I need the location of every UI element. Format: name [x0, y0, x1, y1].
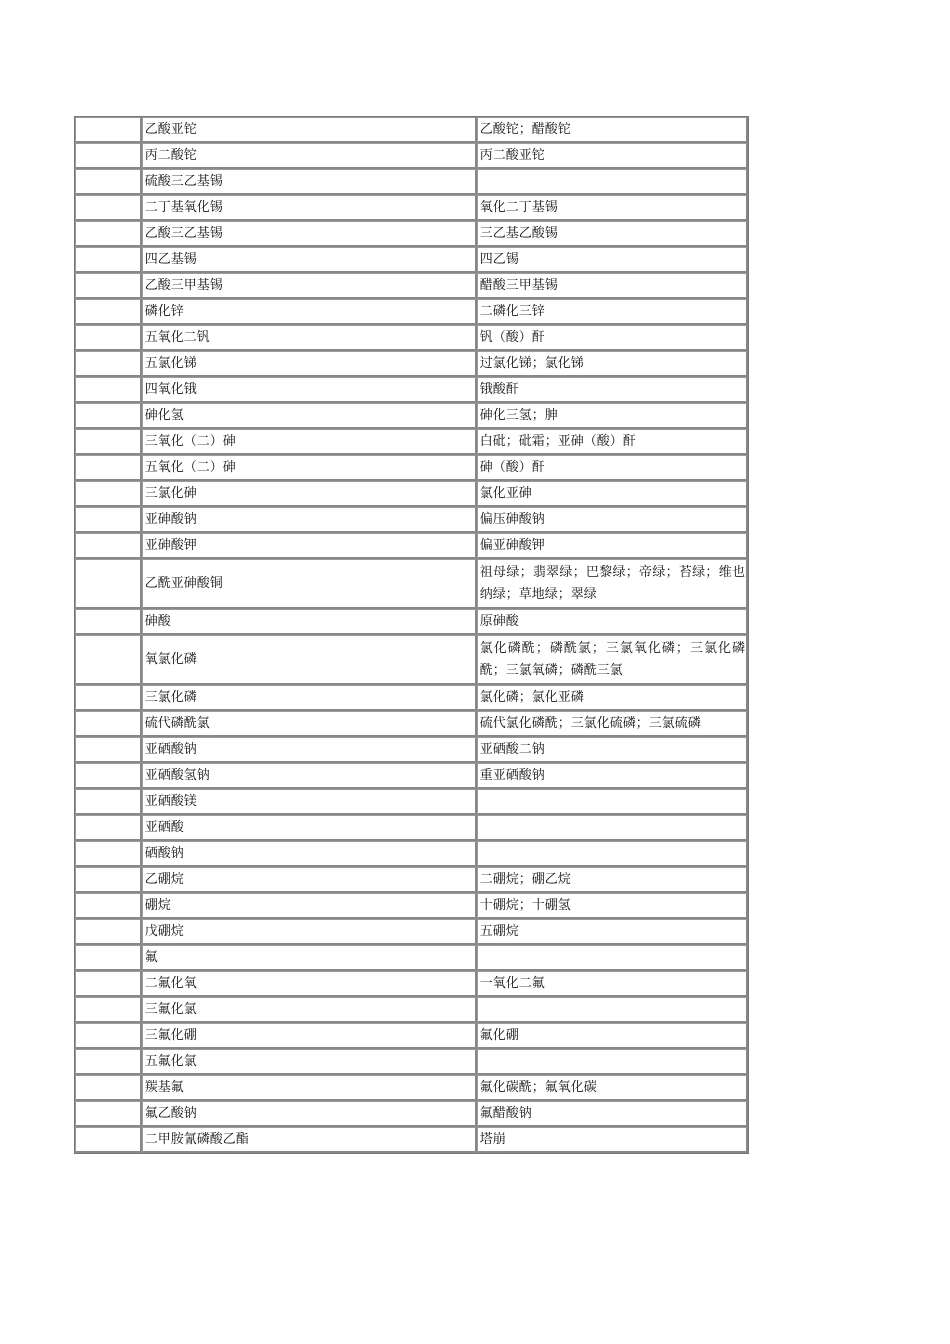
index-cell — [75, 1101, 142, 1127]
index-cell — [75, 507, 142, 533]
chemical-name-cell: 戊硼烷 — [142, 919, 477, 945]
table-row — [75, 221, 748, 247]
table-row — [75, 117, 748, 143]
chemical-name-cell: 亚砷酸钠 — [142, 507, 477, 533]
index-cell — [75, 841, 142, 867]
index-cell — [75, 195, 142, 221]
alias-cell: 亚硒酸二钠 — [477, 737, 748, 763]
alias-cell: 过氯化锑；氯化锑 — [477, 351, 748, 377]
alias-cell: 砷化三氢；胂 — [477, 403, 748, 429]
index-cell — [75, 403, 142, 429]
chemical-name-cell: 二丁基氧化锡 — [142, 195, 477, 221]
table-row — [75, 325, 748, 351]
table-row — [75, 377, 748, 403]
alias-cell — [477, 789, 748, 815]
index-cell — [75, 247, 142, 273]
table-row — [75, 737, 748, 763]
table-row — [75, 635, 748, 685]
table-row — [75, 455, 748, 481]
index-cell — [75, 867, 142, 893]
index-cell — [75, 221, 142, 247]
index-cell — [75, 1127, 142, 1153]
chemical-name-cell: 丙二酸铊 — [142, 143, 477, 169]
chemical-name-cell: 三氧化（二）砷 — [142, 429, 477, 455]
chemical-name-cell: 羰基氟 — [142, 1075, 477, 1101]
alias-cell: 偏亚砷酸钾 — [477, 533, 748, 559]
alias-cell: 氯化亚砷 — [477, 481, 748, 507]
table-row — [75, 971, 748, 997]
alias-cell: 乙酸铊；醋酸铊 — [477, 117, 748, 143]
alias-cell: 重亚硒酸钠 — [477, 763, 748, 789]
alias-cell: 氯化磷酰；磷酰氯；三氯氧化磷；三氯化磷酰；三氯氧磷；磷酰三氯 — [477, 635, 748, 685]
chemical-name-cell: 二甲胺氰磷酸乙酯 — [142, 1127, 477, 1153]
index-cell — [75, 971, 142, 997]
chemical-name-cell: 砷化氢 — [142, 403, 477, 429]
alias-cell: 砷（酸）酐 — [477, 455, 748, 481]
index-cell — [75, 377, 142, 403]
index-cell — [75, 945, 142, 971]
index-cell — [75, 351, 142, 377]
chemical-name-cell: 五氯化锑 — [142, 351, 477, 377]
chemical-name-cell: 硫酸三乙基锡 — [142, 169, 477, 195]
alias-cell — [477, 815, 748, 841]
chemical-name-cell: 亚砷酸钾 — [142, 533, 477, 559]
alias-cell: 十硼烷；十硼氢 — [477, 893, 748, 919]
alias-cell — [477, 997, 748, 1023]
index-cell — [75, 789, 142, 815]
table-row — [75, 507, 748, 533]
alias-cell: 氧化二丁基锡 — [477, 195, 748, 221]
table-row — [75, 893, 748, 919]
index-cell — [75, 737, 142, 763]
chemical-name-cell: 五氧化（二）砷 — [142, 455, 477, 481]
alias-cell: 三乙基乙酸锡 — [477, 221, 748, 247]
chemical-name-cell: 乙酸三甲基锡 — [142, 273, 477, 299]
chemical-name-cell: 五氧化二钒 — [142, 325, 477, 351]
alias-cell — [477, 169, 748, 195]
alias-cell: 祖母绿；翡翠绿；巴黎绿；帝绿；苔绿；维也纳绿；草地绿；翠绿 — [477, 559, 748, 609]
alias-cell: 钒（酸）酐 — [477, 325, 748, 351]
table-row — [75, 169, 748, 195]
index-cell — [75, 559, 142, 609]
table-row — [75, 815, 748, 841]
alias-cell: 氟化硼 — [477, 1023, 748, 1049]
table-row — [75, 1023, 748, 1049]
table-row — [75, 559, 748, 609]
table-row — [75, 919, 748, 945]
table-row — [75, 403, 748, 429]
index-cell — [75, 1075, 142, 1101]
chemical-name-cell: 硒酸钠 — [142, 841, 477, 867]
chemical-name-cell: 三氯化砷 — [142, 481, 477, 507]
alias-cell: 氟化碳酰；氟氧化碳 — [477, 1075, 748, 1101]
table-row — [75, 429, 748, 455]
chemical-name-cell: 磷化锌 — [142, 299, 477, 325]
index-cell — [75, 143, 142, 169]
alias-cell — [477, 1049, 748, 1075]
chemical-name-cell: 乙酸三乙基锡 — [142, 221, 477, 247]
table-row — [75, 247, 748, 273]
chemical-name-cell: 亚硒酸钠 — [142, 737, 477, 763]
index-cell — [75, 893, 142, 919]
table-row — [75, 533, 748, 559]
alias-cell: 二磷化三锌 — [477, 299, 748, 325]
table-row — [75, 1101, 748, 1127]
alias-cell: 偏压砷酸钠 — [477, 507, 748, 533]
alias-cell: 五硼烷 — [477, 919, 748, 945]
table-row — [75, 763, 748, 789]
index-cell — [75, 481, 142, 507]
table-row — [75, 143, 748, 169]
alias-cell: 四乙锡 — [477, 247, 748, 273]
table-row — [75, 867, 748, 893]
index-cell — [75, 919, 142, 945]
table-row — [75, 1049, 748, 1075]
table-row — [75, 273, 748, 299]
index-cell — [75, 299, 142, 325]
index-cell — [75, 685, 142, 711]
chemical-name-cell: 四氧化锇 — [142, 377, 477, 403]
alias-cell — [477, 841, 748, 867]
alias-cell: 白砒；砒霜；亚砷（酸）酐 — [477, 429, 748, 455]
chemical-name-cell: 亚硒酸 — [142, 815, 477, 841]
chemical-name-cell: 三氯化磷 — [142, 685, 477, 711]
table-row — [75, 711, 748, 737]
index-cell — [75, 325, 142, 351]
table-row — [75, 789, 748, 815]
index-cell — [75, 1023, 142, 1049]
table-row — [75, 1127, 748, 1153]
index-cell — [75, 609, 142, 635]
table-row — [75, 1075, 748, 1101]
index-cell — [75, 169, 142, 195]
index-cell — [75, 997, 142, 1023]
table-row — [75, 351, 748, 377]
table-row — [75, 685, 748, 711]
index-cell — [75, 1049, 142, 1075]
alias-cell: 二硼烷；硼乙烷 — [477, 867, 748, 893]
chemical-name-cell: 硼烷 — [142, 893, 477, 919]
table-row — [75, 299, 748, 325]
chemical-name-cell: 氟 — [142, 945, 477, 971]
index-cell — [75, 635, 142, 685]
table-row — [75, 609, 748, 635]
alias-cell: 硫代氯化磷酰；三氯化硫磷；三氯硫磷 — [477, 711, 748, 737]
chemical-name-cell: 五氟化氯 — [142, 1049, 477, 1075]
index-cell — [75, 533, 142, 559]
index-cell — [75, 117, 142, 143]
chemical-name-cell: 四乙基锡 — [142, 247, 477, 273]
alias-cell: 锇酸酐 — [477, 377, 748, 403]
chemical-name-cell: 乙硼烷 — [142, 867, 477, 893]
alias-cell — [477, 945, 748, 971]
chemical-name-cell: 二氟化氧 — [142, 971, 477, 997]
alias-cell: 原砷酸 — [477, 609, 748, 635]
index-cell — [75, 815, 142, 841]
alias-cell: 醋酸三甲基锡 — [477, 273, 748, 299]
chemical-name-cell: 乙酰亚砷酸铜 — [142, 559, 477, 609]
chemical-name-cell: 乙酸亚铊 — [142, 117, 477, 143]
index-cell — [75, 711, 142, 737]
table-row — [75, 841, 748, 867]
chemical-name-cell: 三氟化硼 — [142, 1023, 477, 1049]
chemical-name-cell: 亚硒酸镁 — [142, 789, 477, 815]
chemical-name-cell: 氟乙酸钠 — [142, 1101, 477, 1127]
index-cell — [75, 763, 142, 789]
alias-cell: 一氧化二氟 — [477, 971, 748, 997]
chemical-name-cell: 三氟化氯 — [142, 997, 477, 1023]
alias-cell: 氯化磷；氯化亚磷 — [477, 685, 748, 711]
chemical-names-table — [74, 116, 749, 1154]
table-row — [75, 481, 748, 507]
table-row — [75, 997, 748, 1023]
alias-cell: 丙二酸亚铊 — [477, 143, 748, 169]
index-cell — [75, 429, 142, 455]
table-row — [75, 195, 748, 221]
chemical-name-cell: 亚硒酸氢钠 — [142, 763, 477, 789]
alias-cell: 塔崩 — [477, 1127, 748, 1153]
chemical-name-cell: 硫代磷酰氯 — [142, 711, 477, 737]
table-body — [75, 117, 748, 1153]
chemical-name-cell: 氧氯化磷 — [142, 635, 477, 685]
alias-cell: 氟醋酸钠 — [477, 1101, 748, 1127]
index-cell — [75, 455, 142, 481]
table-row — [75, 945, 748, 971]
index-cell — [75, 273, 142, 299]
chemical-name-cell: 砷酸 — [142, 609, 477, 635]
